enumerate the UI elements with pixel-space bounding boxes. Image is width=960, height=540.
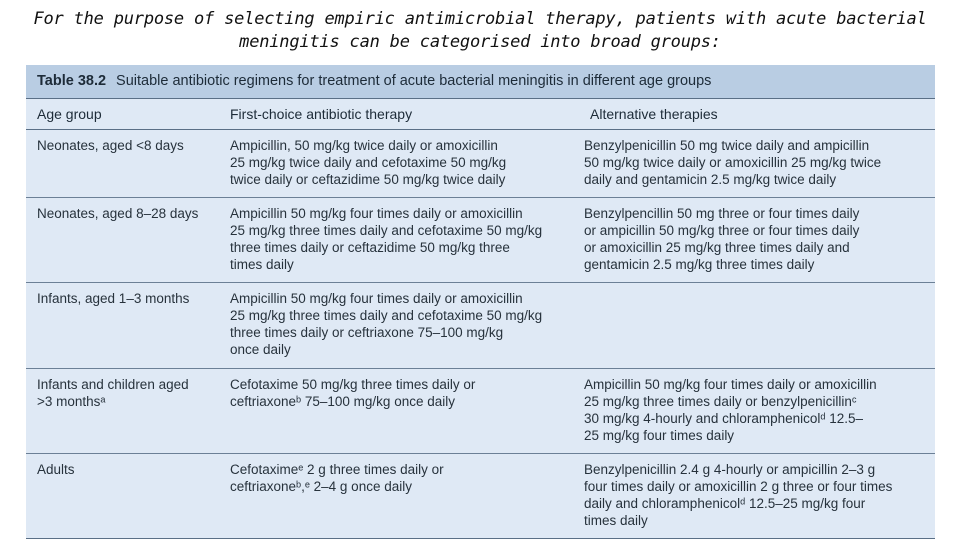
cell-text-line: Ampicillin 50 mg/kg four times daily or amoxicillin (584, 377, 877, 392)
cell-text-line: Benzylpencillin 50 mg three or four times daily (584, 206, 860, 221)
antibiotic-regimen-table (26, 65, 935, 539)
alternative-cell (579, 454, 935, 539)
alternative-cell (579, 283, 935, 369)
cell-text-line: Benzylpenicillin 2.4 g 4-hourly or ampicillin 2–3 g (584, 462, 876, 477)
cell-text-line: Infants and children aged (37, 377, 189, 392)
cell-text-line: once daily (230, 342, 291, 357)
cell-text-line: 25 mg/kg four times daily (584, 428, 735, 443)
cell-text-line: three times daily or ceftriaxone 75–100 mg/kg (230, 325, 504, 340)
cell-text-line: Ampicillin, 50 mg/kg twice daily or amoxicillin (230, 138, 498, 153)
cell-text-line: Neonates, aged 8–28 days (37, 206, 199, 221)
alternative-cell (579, 130, 935, 198)
cell-text-line: 30 mg/kg 4-hourly and chloramphenicolᵈ 12.5– (584, 411, 864, 426)
cell-text-line: Adults (37, 462, 75, 477)
age-group-cell (26, 454, 219, 539)
cell-text-line: Ampicillin 50 mg/kg four times daily or amoxicillin (230, 291, 523, 306)
slide-heading (0, 8, 960, 54)
cell-text-line: Neonates, aged <8 days (37, 138, 184, 153)
table-row (26, 454, 935, 539)
first-choice-cell (219, 454, 579, 539)
table-row (26, 130, 935, 198)
table-caption-text: Suitable antibiotic regimens for treatment of acute bacterial meningitis in different age groups (116, 73, 712, 89)
column-header-age-group: Age group (26, 99, 219, 130)
age-group-cell (26, 130, 219, 198)
age-group-cell (26, 283, 219, 369)
cell-text-line: Infants, aged 1–3 months (37, 291, 190, 306)
table-row (26, 283, 935, 369)
cell-text-line: Cefotaxime 50 mg/kg three times daily or (230, 377, 476, 392)
first-choice-cell (219, 130, 579, 198)
column-header-alternative: Alternative therapies (579, 99, 935, 130)
cell-text-line: 25 mg/kg twice daily and cefotaxime 50 mg/kg (230, 155, 507, 170)
cell-text-line: 25 mg/kg three times daily and cefotaxime 50 mg/kg (230, 308, 543, 323)
cell-text-line: ceftriaxoneᵇ 75–100 mg/kg once daily (230, 394, 455, 409)
cell-text-line: gentamicin 2.5 mg/kg three times daily (584, 257, 815, 272)
alternative-cell (579, 198, 935, 283)
cell-text-line: >3 monthsᵃ (37, 394, 106, 409)
first-choice-cell (219, 198, 579, 283)
cell-text-line: daily and gentamicin 2.5 mg/kg twice daily (584, 172, 837, 187)
cell-text-line: Cefotaximeᵉ 2 g three times daily or (230, 462, 444, 477)
cell-text-line: Ampicillin 50 mg/kg four times daily or amoxicillin (230, 206, 523, 221)
heading-line-1: For the purpose of selecting empiric antimicrobial therapy, patients with acute bacterial (33, 9, 927, 29)
table-row (26, 198, 935, 283)
first-choice-cell (219, 369, 579, 454)
table-header-row (26, 99, 935, 130)
heading-line-2: meningitis can be categorised into broad groups: (239, 32, 721, 52)
cell-text-line: ceftriaxoneᵇ,ᵉ 2–4 g once daily (230, 479, 412, 494)
cell-text-line: daily and chloramphenicolᵈ 12.5–25 mg/kg four (584, 496, 866, 511)
column-header-first-choice: First-choice antibiotic therapy (219, 99, 579, 130)
cell-text-line: 25 mg/kg three times daily or benzylpenicillinᶜ (584, 394, 857, 409)
cell-text-line: or ampicillin 50 mg/kg three or four times daily (584, 223, 860, 238)
alternative-cell (579, 369, 935, 454)
cell-text-line: twice daily or ceftazidime 50 mg/kg twice daily (230, 172, 506, 187)
table-body (26, 98, 935, 538)
cell-text-line: 50 mg/kg twice daily or amoxicillin 25 mg/kg twice (584, 155, 882, 170)
age-group-cell (26, 198, 219, 283)
cell-text-line: times daily (230, 257, 294, 272)
cell-text-line: 25 mg/kg three times daily and cefotaxime 50 mg/kg (230, 223, 543, 238)
table-caption (26, 65, 935, 98)
table-caption-number: Table 38.2 (37, 73, 107, 89)
cell-text-line: Benzylpenicillin 50 mg twice daily and ampicillin (584, 138, 870, 153)
cell-text-line: times daily (584, 513, 648, 528)
first-choice-cell (219, 283, 579, 369)
cell-text-line: three times daily or ceftazidime 50 mg/kg three (230, 240, 510, 255)
age-group-cell (26, 369, 219, 454)
cell-text-line: four times daily or amoxicillin 2 g three or four times (584, 479, 893, 494)
table-row (26, 369, 935, 454)
cell-text-line: or amoxicillin 25 mg/kg three times daily and (584, 240, 850, 255)
